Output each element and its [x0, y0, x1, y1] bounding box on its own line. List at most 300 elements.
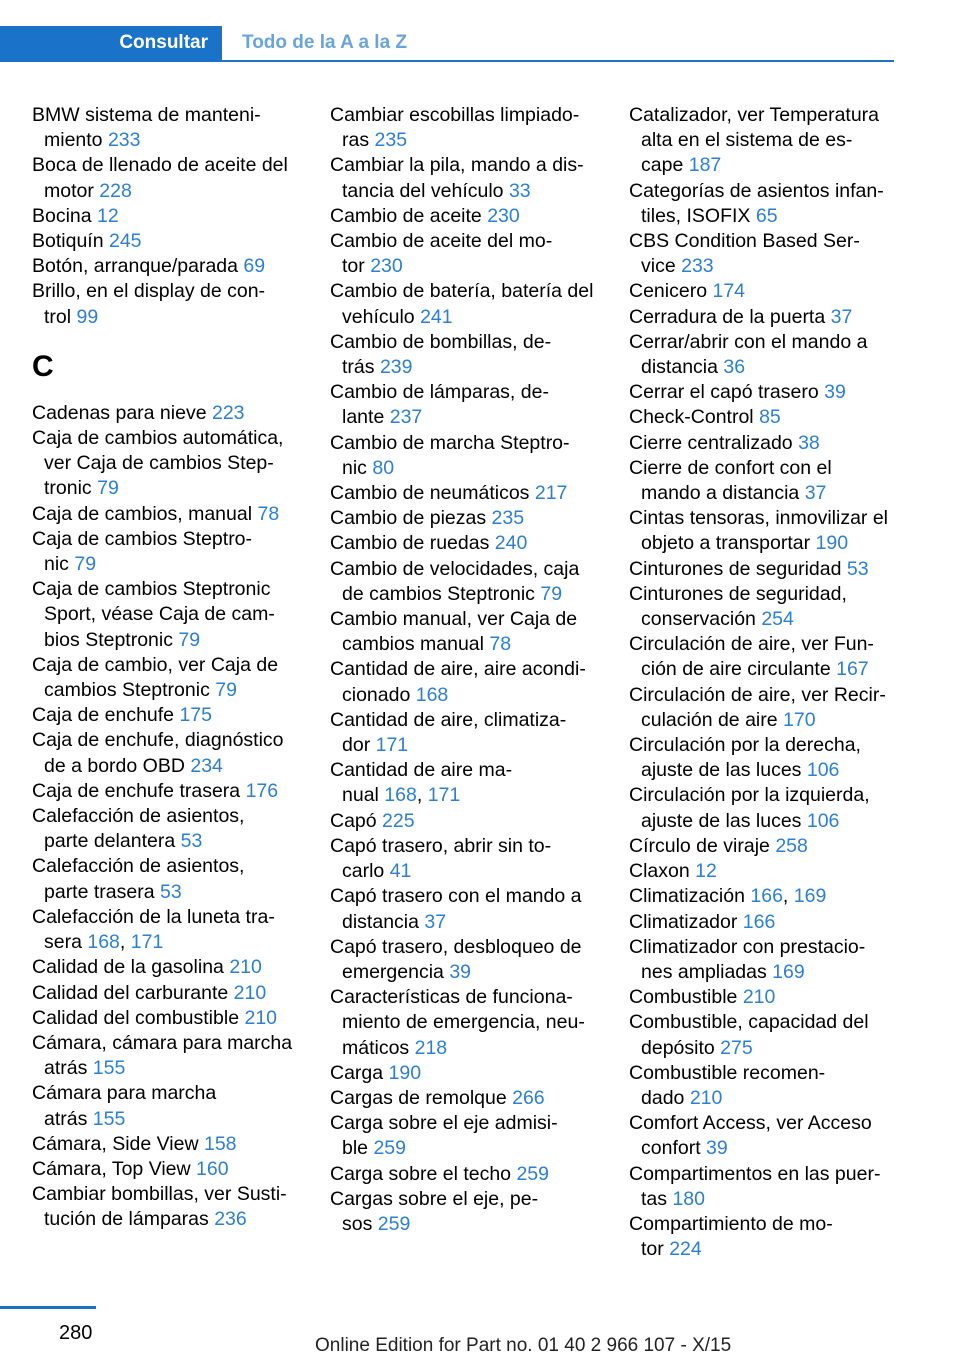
- index-entry: [32, 527, 300, 577]
- entry-text: Caja de cambio, ver Caja de: [32, 653, 279, 676]
- entry-text: Cerrar el capó trasero: [629, 381, 819, 404]
- entry-text-continued: dado: [641, 1086, 685, 1109]
- page-link[interactable]: 166: [742, 910, 776, 933]
- index-entry: [330, 506, 598, 531]
- entry-text: Cierre centralizado: [629, 431, 793, 454]
- page-link[interactable]: 233: [681, 255, 714, 278]
- page-link[interactable]: 171: [375, 734, 409, 757]
- index-entry: [629, 683, 897, 733]
- index-entry: [330, 229, 598, 279]
- index-entry: [330, 1111, 598, 1161]
- index-entry: [330, 708, 598, 758]
- index-entry: Climatización 166, 169: [629, 885, 827, 908]
- entry-text-continued: ajuste de las luces: [641, 759, 802, 782]
- index-entry: [330, 481, 598, 506]
- entry-text: Calidad de la gasolina: [32, 956, 224, 979]
- entry-text-continued: atrás: [44, 1057, 88, 1080]
- entry-text-continued: atrás: [44, 1107, 88, 1130]
- index-entry: [629, 1111, 897, 1161]
- index-entry: [629, 910, 897, 935]
- index-entry: [629, 431, 897, 456]
- page-link[interactable]: 160: [196, 1157, 229, 1180]
- entry-text: Cantidad de aire, climatiza-: [330, 708, 567, 731]
- index-entry: [32, 153, 300, 203]
- entry-text: Capó: [330, 809, 377, 832]
- entry-text: Caja de enchufe: [32, 704, 175, 727]
- index-entry: [629, 935, 897, 985]
- page-link[interactable]: 225: [382, 809, 415, 832]
- index-entry: [330, 380, 598, 430]
- index-entry: [32, 401, 300, 426]
- page-link[interactable]: 41: [389, 860, 412, 883]
- entry-text-continued: vehículo: [342, 305, 415, 328]
- tab-todo-de-la-a-a-la-z[interactable]: Todo de la A a la Z: [242, 32, 408, 53]
- page-link[interactable]: 254: [761, 608, 794, 631]
- entry-text-continued: cionado: [342, 683, 411, 706]
- entry-text: Botón, arranque/parada: [32, 255, 238, 278]
- tab-consultar[interactable]: Consultar: [0, 26, 222, 60]
- entry-text: Botiquín: [32, 230, 104, 253]
- page-link[interactable]: 168: [87, 931, 120, 954]
- index-entry: [330, 279, 598, 329]
- page-link[interactable]: 169: [793, 885, 827, 908]
- index-entry: [629, 305, 897, 330]
- footer-rule: [0, 1306, 96, 1309]
- entry-text-continued: nes ampliadas: [641, 960, 767, 983]
- entry-text: Cambio de aceite del mo-: [330, 230, 553, 253]
- index-entry: [32, 854, 300, 904]
- page-link[interactable]: 37: [830, 305, 853, 328]
- page-link[interactable]: 218: [414, 1036, 448, 1059]
- page-link[interactable]: 210: [229, 956, 262, 979]
- index-entry: [32, 204, 300, 229]
- index-entry: [32, 502, 300, 527]
- entry-text: Cintas tensoras, inmovilizar el: [629, 507, 889, 530]
- entry-text: Climatización: [629, 885, 745, 908]
- entry-text-continued: dor: [342, 734, 371, 757]
- entry-text: Caja de cambios Steptro-: [32, 527, 253, 550]
- page-link[interactable]: 33: [508, 179, 531, 202]
- page-link[interactable]: 210: [244, 1006, 278, 1029]
- page-link[interactable]: 79: [97, 477, 119, 500]
- entry-text-continued: tancia del vehículo: [342, 179, 504, 202]
- header-rule: [0, 60, 894, 62]
- entry-text-continued: de cambios Steptronic: [342, 582, 535, 605]
- entry-text-continued: tas: [641, 1187, 668, 1210]
- index-entry: [629, 456, 897, 506]
- page-link[interactable]: 99: [76, 305, 99, 328]
- edition-footer: Online Edition for Part no. 01 40 2 966 107 - X/15: [315, 1335, 732, 1356]
- page-link[interactable]: 79: [74, 553, 97, 576]
- page-link[interactable]: 106: [806, 759, 840, 782]
- entry-text: Comfort Access, ver Acceso: [629, 1112, 872, 1135]
- entry-text: Cambio de lámparas, de-: [330, 381, 549, 404]
- index-entry: [32, 426, 300, 502]
- entry-text: Climatizador: [629, 910, 738, 933]
- page-link[interactable]: 241: [420, 305, 453, 328]
- entry-text-continued: miento de emergencia, neu-: [342, 1011, 585, 1034]
- index-entry: [629, 330, 897, 380]
- page-link[interactable]: 12: [97, 204, 119, 227]
- entry-text: Capó trasero con el mando a: [330, 885, 582, 908]
- page-link[interactable]: 167: [836, 658, 869, 681]
- entry-text-continued: tor: [641, 1238, 664, 1261]
- entry-text-continued: nual: [342, 784, 379, 807]
- index-entry: [330, 1086, 598, 1111]
- index-entry: [32, 728, 300, 778]
- index-entry: [330, 431, 598, 481]
- entry-text: Cantidad de aire, aire acondi-: [330, 658, 586, 681]
- entry-text-continued: vice: [641, 255, 676, 278]
- entry-text-continued: trol: [44, 305, 72, 328]
- entry-text: Caja de enchufe trasera: [32, 779, 241, 802]
- page-link[interactable]: 12: [695, 860, 717, 883]
- page-link[interactable]: 79: [540, 582, 563, 605]
- index-entry: [629, 985, 897, 1010]
- page-link[interactable]: 174: [712, 280, 746, 303]
- page-link[interactable]: 79: [178, 628, 201, 651]
- entry-text: Caja de enchufe, diagnóstico: [32, 729, 284, 752]
- entry-text-continued: tor: [342, 255, 365, 278]
- index-entry: [629, 1162, 897, 1212]
- entry-text-continued: motor: [44, 179, 94, 202]
- page-link[interactable]: 79: [215, 679, 237, 702]
- index-entry: [330, 103, 598, 153]
- index-entry: [32, 981, 300, 1006]
- index-entry: [32, 254, 300, 279]
- page-link[interactable]: 259: [373, 1137, 406, 1160]
- index-entry: [32, 703, 300, 728]
- entry-text: Cambio de velocidades, caja: [330, 557, 580, 580]
- page-link[interactable]: 187: [688, 154, 722, 177]
- page-link[interactable]: 237: [389, 406, 423, 429]
- page-link[interactable]: 168: [415, 683, 449, 706]
- page-link[interactable]: 217: [534, 482, 568, 505]
- page-link[interactable]: 210: [233, 981, 267, 1004]
- index-entry: [330, 884, 598, 934]
- entry-text: Combustible recomen-: [629, 1061, 826, 1084]
- index-entry: [330, 153, 598, 203]
- page-link[interactable]: 69: [243, 255, 266, 278]
- page-link[interactable]: 78: [257, 502, 280, 525]
- page-link[interactable]: 170: [783, 708, 816, 731]
- entry-text-continued: cambios Steptronic: [44, 679, 210, 702]
- entry-text: Cambio de piezas: [330, 507, 487, 530]
- index-entry: [629, 834, 897, 859]
- entry-text: Cambiar la pila, mando a dis-: [330, 154, 584, 177]
- index-entry: [629, 380, 897, 405]
- entry-text: Combustible, capacidad del: [629, 1011, 869, 1034]
- index-column-3: [629, 103, 897, 1262]
- entry-text: Cambiar escobillas limpiado-: [330, 104, 580, 126]
- entry-text: Bocina: [32, 204, 92, 227]
- entry-text: Cámara, cámara para marcha: [32, 1031, 293, 1054]
- index-entry: [32, 1182, 300, 1232]
- section-letter: C: [32, 349, 54, 383]
- page-link[interactable]: 233: [107, 129, 141, 152]
- index-entry: [629, 1061, 897, 1111]
- entry-text: Carga sobre el eje admisi-: [330, 1112, 558, 1135]
- entry-text: Cinturones de seguridad,: [629, 582, 847, 605]
- index-entry: [32, 1031, 300, 1081]
- entry-text: Cargas de remolque: [330, 1086, 507, 1109]
- index-entry: [330, 204, 598, 229]
- page-link[interactable]: 168: [384, 784, 417, 807]
- index-entry: [330, 657, 598, 707]
- index-entry: [629, 1010, 897, 1060]
- entry-text: Cambio de ruedas: [330, 532, 490, 555]
- page-link[interactable]: 234: [190, 754, 223, 777]
- entry-text: Calidad del combustible: [32, 1006, 240, 1029]
- entry-text: Calefacción de la luneta tra-: [32, 905, 275, 928]
- entry-text: Cambio de marcha Steptro-: [330, 431, 570, 454]
- page-link[interactable]: 85: [759, 406, 781, 429]
- entry-text: Cierre de confort con el: [629, 456, 832, 479]
- index-entry: [330, 330, 598, 380]
- index-entry: [330, 834, 598, 884]
- page-link[interactable]: 175: [179, 704, 212, 727]
- entry-text: Cambio de neumáticos: [330, 482, 530, 505]
- entry-text-continued: culación de aire: [641, 708, 778, 731]
- page-link[interactable]: 275: [720, 1036, 753, 1059]
- entry-text: Circulación por la izquierda,: [629, 784, 870, 807]
- entry-text: Compartimentos en las puer-: [629, 1162, 881, 1185]
- entry-text: Cadenas para nieve: [32, 401, 207, 424]
- page-link[interactable]: 228: [99, 179, 132, 202]
- entry-text: Cerrar/abrir con el mando a: [629, 330, 868, 353]
- index-column-2: [330, 103, 598, 1237]
- page-link[interactable]: 171: [130, 931, 164, 954]
- page-link[interactable]: 224: [669, 1238, 702, 1261]
- index-entry: [629, 103, 897, 179]
- entry-text-continued: Sport, véase Caja de cam-: [44, 603, 275, 626]
- entry-text-continued: miento: [44, 129, 103, 152]
- entry-text-continued: ajuste de las luces: [641, 809, 802, 832]
- entry-text: Cambiar bombillas, ver Susti-: [32, 1183, 287, 1206]
- page-link[interactable]: 78: [489, 633, 512, 656]
- page-link[interactable]: 80: [372, 456, 395, 479]
- entry-text-continued: tución de lámparas: [44, 1208, 209, 1231]
- index-entry: [330, 531, 598, 556]
- index-entry: [32, 279, 300, 329]
- entry-text: BMW sistema de manteni-: [32, 104, 261, 126]
- entry-text-continued: parte delantera: [44, 830, 176, 853]
- index-entry: [32, 103, 300, 153]
- entry-text-continued: máticos: [342, 1036, 410, 1059]
- entry-text: Cambio de batería, batería del: [330, 280, 594, 303]
- entry-text: Categorías de asientos infan-: [629, 179, 884, 202]
- entry-text: Circulación por la derecha,: [629, 734, 861, 757]
- index-entry: [629, 582, 897, 632]
- page-link[interactable]: 158: [203, 1132, 237, 1155]
- entry-text-continued: sos: [342, 1212, 373, 1235]
- entry-text-continued: depósito: [641, 1036, 715, 1059]
- page-link[interactable]: 210: [742, 986, 776, 1009]
- page-link[interactable]: 37: [804, 482, 827, 505]
- page-link[interactable]: 259: [377, 1212, 411, 1235]
- entry-text: Calefacción de asientos,: [32, 855, 245, 878]
- entry-text: Combustible: [629, 986, 738, 1009]
- entry-text-continued: de a bordo OBD: [44, 754, 185, 777]
- page-link[interactable]: 235: [491, 507, 525, 530]
- index-entry: [629, 632, 897, 682]
- entry-text-continued: sera: [44, 931, 82, 954]
- entry-text-continued: distancia: [641, 356, 718, 379]
- entry-text: Circulación de aire, ver Recir-: [629, 683, 886, 706]
- index-entry: [629, 1212, 897, 1262]
- page-link[interactable]: 39: [706, 1137, 728, 1160]
- index-entry: [629, 229, 897, 279]
- entry-text: Cámara, Top View: [32, 1157, 191, 1180]
- entry-text-continued: ción de aire circulante: [641, 658, 831, 681]
- index-entry: [330, 1187, 598, 1237]
- page-link[interactable]: 180: [672, 1187, 705, 1210]
- entry-text: Carga sobre el techo: [330, 1162, 512, 1185]
- entry-text-continued: emergencia: [342, 960, 444, 983]
- entry-text: Cambio manual, ver Caja de: [330, 608, 578, 631]
- header-bar: [0, 26, 894, 62]
- page-link[interactable]: 155: [92, 1107, 126, 1130]
- index-entry: [32, 1081, 300, 1131]
- index-entry: [629, 733, 897, 783]
- index-entry: [629, 557, 897, 582]
- entry-text: Cargas sobre el eje, pe-: [330, 1187, 539, 1210]
- page-link[interactable]: 266: [512, 1086, 545, 1109]
- index-entry: [330, 607, 598, 657]
- entry-text: Capó trasero, desbloqueo de: [330, 935, 582, 958]
- entry-text: Cámara para marcha: [32, 1082, 217, 1105]
- entry-text: Caja de cambios Steptronic: [32, 578, 271, 601]
- page-link[interactable]: 190: [815, 532, 849, 555]
- index-entry: [629, 405, 897, 430]
- index-entry: [629, 179, 897, 229]
- page-link[interactable]: 166: [750, 885, 783, 908]
- page-link[interactable]: 36: [723, 356, 746, 379]
- entry-text-continued: parte trasera: [44, 880, 155, 903]
- index-entry: [32, 779, 300, 804]
- page-link[interactable]: 53: [180, 830, 203, 853]
- index-entry: [330, 935, 598, 985]
- page-link[interactable]: 171: [427, 784, 461, 807]
- page-link[interactable]: 230: [487, 204, 520, 227]
- index-entry: [629, 859, 897, 884]
- entry-text: Check-Control: [629, 406, 754, 429]
- entry-text-continued: lante: [342, 406, 385, 429]
- entry-text: Cerradura de la puerta: [629, 305, 826, 328]
- entry-text: Claxon: [629, 860, 690, 883]
- page-link[interactable]: 53: [846, 557, 869, 580]
- entry-text-continued: nic: [342, 456, 367, 479]
- entry-text-continued: ver Caja de cambios Step-: [44, 452, 274, 475]
- page-link[interactable]: 223: [211, 401, 245, 424]
- index-entry: [32, 229, 300, 254]
- index-entry: [629, 506, 897, 556]
- index-entry: [330, 557, 598, 607]
- entry-text: Cenicero: [629, 280, 708, 303]
- entry-text: Caja de cambios, manual: [32, 502, 253, 525]
- page-link[interactable]: 190: [388, 1061, 422, 1084]
- page-link[interactable]: 155: [92, 1057, 126, 1080]
- entry-text-continued: confort: [641, 1137, 701, 1160]
- entry-text-continued: cambios manual: [342, 633, 484, 656]
- entry-text: Características de funciona-: [330, 986, 573, 1009]
- entry-text-continued: ras: [342, 129, 370, 152]
- entry-text-continued: distancia: [342, 910, 419, 933]
- index-entry: [629, 783, 897, 833]
- page-link[interactable]: 235: [374, 129, 408, 152]
- page-link[interactable]: 210: [689, 1086, 723, 1109]
- page-link[interactable]: 37: [424, 910, 447, 933]
- entry-text: Cámara, Side View: [32, 1132, 199, 1155]
- entry-text-continued: cape: [641, 154, 684, 177]
- entry-text: Cambio de aceite: [330, 204, 482, 227]
- entry-text-continued: nic: [44, 553, 69, 576]
- entry-text: Climatizador con prestacio-: [629, 935, 866, 958]
- index-entry: [32, 955, 300, 980]
- entry-text-continued: trás: [342, 356, 375, 379]
- entry-text: Catalizador, ver Temperatura: [629, 104, 880, 126]
- page-link[interactable]: 65: [755, 204, 778, 227]
- page-number: 280: [59, 1322, 93, 1344]
- page-link[interactable]: 245: [108, 230, 142, 253]
- page-link[interactable]: 236: [214, 1208, 247, 1231]
- index-entry: [32, 1006, 300, 1031]
- page-link[interactable]: 169: [772, 960, 805, 983]
- page-link[interactable]: 230: [370, 255, 403, 278]
- entry-text: Capó trasero, abrir sin to-: [330, 834, 552, 857]
- entry-text: Círculo de viraje: [629, 834, 770, 857]
- page-link[interactable]: 176: [245, 779, 279, 802]
- entry-text: Boca de llenado de aceite del: [32, 154, 288, 177]
- page-link[interactable]: 239: [379, 356, 413, 379]
- index-entry: [32, 1157, 300, 1182]
- page-link[interactable]: 39: [449, 960, 472, 983]
- index-entry: [330, 985, 598, 1061]
- entry-text: Cinturones de seguridad: [629, 557, 842, 580]
- entry-text-continued: mando a distancia: [641, 482, 800, 505]
- entry-text-continued: alta en el sistema de es-: [641, 129, 853, 152]
- page-link[interactable]: 38: [798, 431, 820, 454]
- entry-text: Circulación de aire, ver Fun-: [629, 633, 874, 656]
- page-link[interactable]: 259: [516, 1162, 549, 1185]
- page-link[interactable]: 240: [494, 532, 528, 555]
- index-entry: [32, 804, 300, 854]
- page-link[interactable]: 258: [775, 834, 808, 857]
- index-entry: [330, 809, 598, 834]
- entry-text: Brillo, en el display de con-: [32, 280, 266, 303]
- entry-text-continued: ble: [342, 1137, 369, 1160]
- index-column-1: [32, 103, 300, 1233]
- index-entry: [32, 577, 300, 653]
- entry-text-continued: bios Steptronic: [44, 628, 173, 651]
- index-entry: [330, 1061, 598, 1086]
- entry-text: Calidad del carburante: [32, 981, 229, 1004]
- entry-text-continued: carlo: [342, 860, 385, 883]
- index-entry: [32, 1132, 300, 1157]
- page-link[interactable]: 106: [806, 809, 840, 832]
- entry-text: Cantidad de aire ma-: [330, 759, 513, 782]
- entry-text-continued: conservación: [641, 608, 756, 631]
- index-entry: [32, 653, 300, 703]
- index-entry: [629, 279, 897, 304]
- page-link[interactable]: 39: [824, 381, 846, 404]
- entry-text: Cambio de bombillas, de-: [330, 330, 552, 353]
- entry-text: Calefacción de asientos,: [32, 805, 245, 828]
- entry-text-continued: tronic: [44, 477, 92, 500]
- index-entry: Calefacción de la luneta tra- sera 168, 171: [32, 905, 275, 954]
- page-link[interactable]: 53: [159, 880, 182, 903]
- entry-text: CBS Condition Based Ser-: [629, 230, 860, 253]
